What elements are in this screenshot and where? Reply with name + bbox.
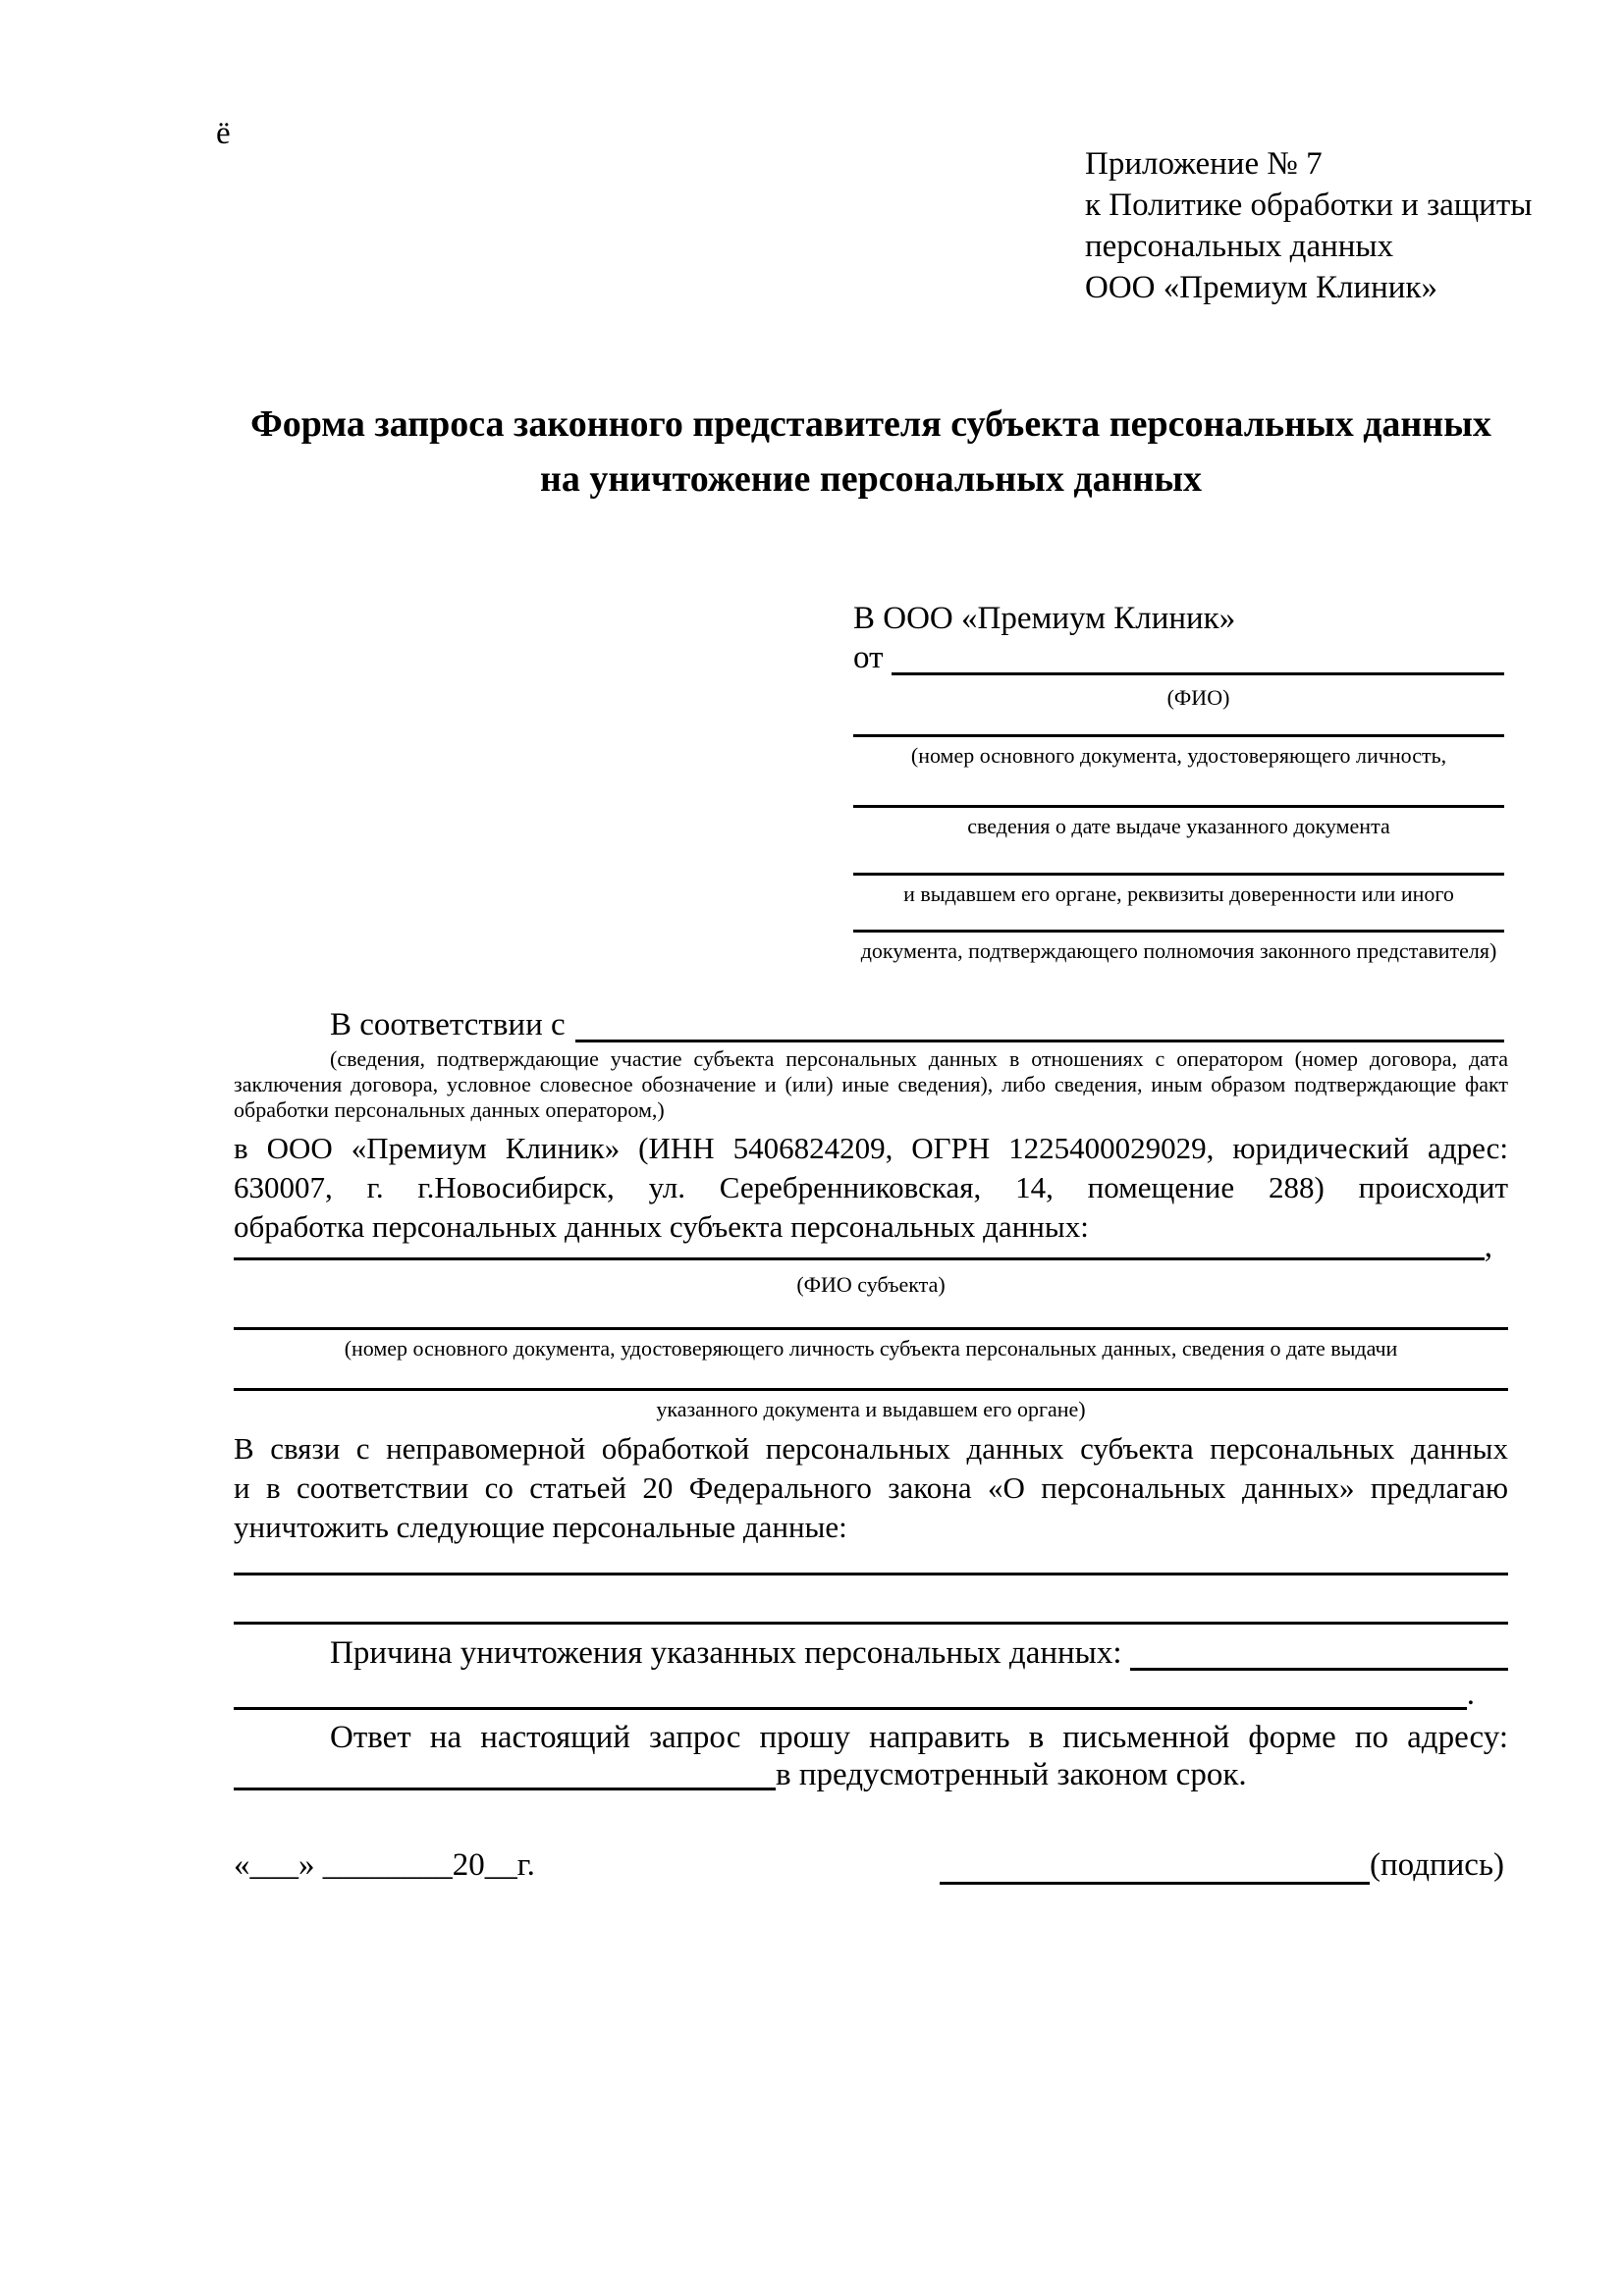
blank-field-subject-doc2 (234, 1388, 1508, 1391)
addressee-caption-3: и выдавшем его органе, реквизиты доверенности или иного (903, 881, 1454, 906)
response-line2-text: в предусмотренный законом срок. (776, 1757, 1247, 1792)
addressee-from-label: от (853, 640, 884, 675)
document-title (196, 397, 1545, 507)
stray-character: ё (216, 116, 231, 151)
signature-row (234, 1845, 1504, 1889)
addressee-caption-2: сведения о дате выдаче указанного документа (967, 814, 1390, 838)
trailing-period: . (1466, 1677, 1475, 1712)
response-row2 (234, 1755, 1508, 1794)
signature-group (940, 1845, 1504, 1889)
operator-paragraph-line3: обработка персональных данных субъекта персональных данных: (234, 1209, 1089, 1244)
reason-label: Причина уничтожения указанных персональных данных: (330, 1635, 1122, 1671)
operator-paragraph-line1: в ООО «Премиум Клиник» (ИНН 5406824209, ОГРН 1225400029029, юридический адрес: (234, 1131, 1508, 1165)
signature-caption: (подпись) (1370, 1847, 1504, 1883)
blank-field-authority-doc (853, 930, 1504, 933)
addressee-from-row (853, 638, 1504, 679)
appendix-header-line: ООО «Премиум Клиник» (1085, 270, 1437, 305)
blank-field-address (234, 1755, 776, 1790)
blank-field-accordance (575, 1005, 1504, 1042)
fio-caption: (ФИО) (1166, 685, 1230, 710)
blank-field-subject-doc (234, 1327, 1508, 1330)
addressee-caption-4: документа, подтверждающего полномочия законного представителя) (860, 938, 1497, 963)
demand-paragraph-line2: и в соответствии со статьей 20 Федерального закона «О персональных данных» предлагаю (234, 1470, 1508, 1505)
response-line1: Ответ на настоящий запрос прошу направить в письменной форме по адресу: (330, 1720, 1508, 1755)
blank-field-data-line1 (234, 1573, 1508, 1575)
accordance-row (330, 1005, 1504, 1046)
addressee-caption-1: (номер основного документа, удостоверяющего личность, (910, 743, 1447, 768)
blank-field-doc-date (853, 805, 1504, 808)
appendix-header-line: персональных данных (1085, 229, 1394, 264)
appendix-header (1085, 143, 1532, 308)
blank-field-signature (940, 1845, 1370, 1885)
reason-continuation-row (234, 1675, 1475, 1714)
operator-paragraph-line2: 630007, г. г.Новосибирск, ул. Серебренниковская, 14, помещение 288) происходит (234, 1170, 1508, 1204)
blank-field-doc-number (853, 734, 1504, 737)
blank-field-reason (1130, 1633, 1508, 1671)
document-title-line1: Форма запроса законного представителя субъекта персональных данных (250, 403, 1491, 445)
appendix-header-line: к Политике обработки и защиты (1085, 187, 1533, 223)
accordance-note-line1: (сведения, подтверждающие участие субъекта персональных данных в отношениях с оператором (номер договора, дата (330, 1046, 1508, 1071)
addressee-to: В ООО «Премиум Клиник» (853, 601, 1236, 636)
blank-field-data-line2 (234, 1622, 1508, 1625)
blank-field-doc-issuer (853, 873, 1504, 876)
trailing-comma: , (1484, 1229, 1492, 1264)
subject-doc-caption2: указанного документа и выдавшем его органе) (656, 1397, 1086, 1421)
demand-paragraph-line3: уничтожить следующие персональные данные: (234, 1510, 847, 1544)
demand-paragraph-line1: В связи с неправомерной обработкой персональных данных субъекта персональных данных (234, 1431, 1508, 1466)
appendix-header-line: Приложение № 7 (1085, 146, 1323, 182)
accordance-note-line2: заключения договора, условное словесное обозначение и (или) иные сведения), либо сведения, иным образом подтверждающие факт (234, 1072, 1508, 1096)
accordance-note-line3: обработки персональных данных оператором,) (234, 1097, 665, 1122)
blank-field-reason2 (234, 1675, 1467, 1710)
date-blank: «___» ________20__г. (234, 1847, 535, 1883)
accordance-lead: В соответствии с (330, 1007, 566, 1042)
subject-doc-caption1: (номер основного документа, удостоверяющего личность субъекта персональных данных, сведения о дате выдачи (344, 1336, 1398, 1361)
blank-field-subject-fio (234, 1227, 1485, 1260)
reason-row (234, 1633, 1508, 1675)
document-title-line2: на уничтожение персональных данных (539, 458, 1203, 500)
subject-fio-row (234, 1227, 1492, 1264)
blank-field-fio (892, 638, 1505, 675)
subject-fio-caption: (ФИО субъекта) (796, 1272, 946, 1297)
